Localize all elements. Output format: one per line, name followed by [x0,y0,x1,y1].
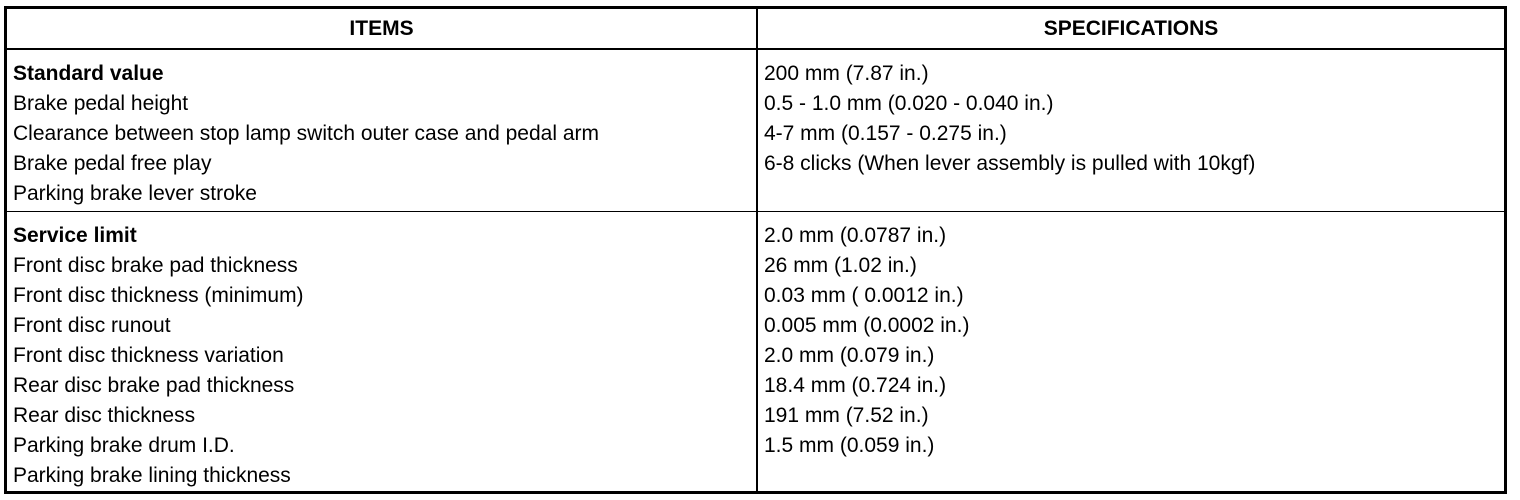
service-spec: 0.005 mm (0.0002 in.) [764,314,970,337]
service-limit-heading: Service limit [13,224,137,247]
service-item: Parking brake drum I.D. [13,434,235,457]
service-spec: 191 mm (7.52 in.) [764,404,929,427]
standard-item: Brake pedal free play [13,152,212,175]
service-spec: 26 mm (1.02 in.) [764,254,917,277]
service-spec: 0.03 mm ( 0.0012 in.) [764,284,964,307]
standard-item: Parking brake lever stroke [13,182,257,205]
standard-item: Clearance between stop lamp switch outer case and pedal arm [13,122,599,145]
service-limit-specs-cell [758,212,1504,491]
service-item: Front disc thickness (minimum) [13,284,304,307]
service-item: Parking brake lining thickness [13,464,291,487]
service-item: Rear disc thickness [13,404,196,427]
specifications-column-header: SPECIFICATIONS [758,9,1504,50]
standard-spec: 0.5 - 1.0 mm (0.020 - 0.040 in.) [764,92,1054,115]
service-spec: 1.5 mm (0.059 in.) [764,434,935,457]
service-spec: 2.0 mm (0.079 in.) [764,344,935,367]
standard-spec: 200 mm (7.87 in.) [764,62,929,85]
items-column-header: ITEMS [7,9,758,50]
specifications-table [4,6,1507,494]
service-item: Front disc thickness variation [13,344,284,367]
standard-spec: 4-7 mm (0.157 - 0.275 in.) [764,122,1007,145]
service-item: Front disc runout [13,314,171,337]
standard-value-items-cell [7,50,758,212]
service-spec: 18.4 mm (0.724 in.) [764,374,947,397]
service-item: Rear disc brake pad thickness [13,374,295,397]
service-spec: 2.0 mm (0.0787 in.) [764,224,947,247]
service-item: Front disc brake pad thickness [13,254,298,277]
standard-value-heading: Standard value [13,62,164,85]
standard-spec: 6-8 clicks (When lever assembly is pulled with 10kgf) [764,152,1256,175]
service-limit-items-cell [7,212,758,491]
standard-value-specs-cell [758,50,1504,212]
standard-item: Brake pedal height [13,92,189,115]
